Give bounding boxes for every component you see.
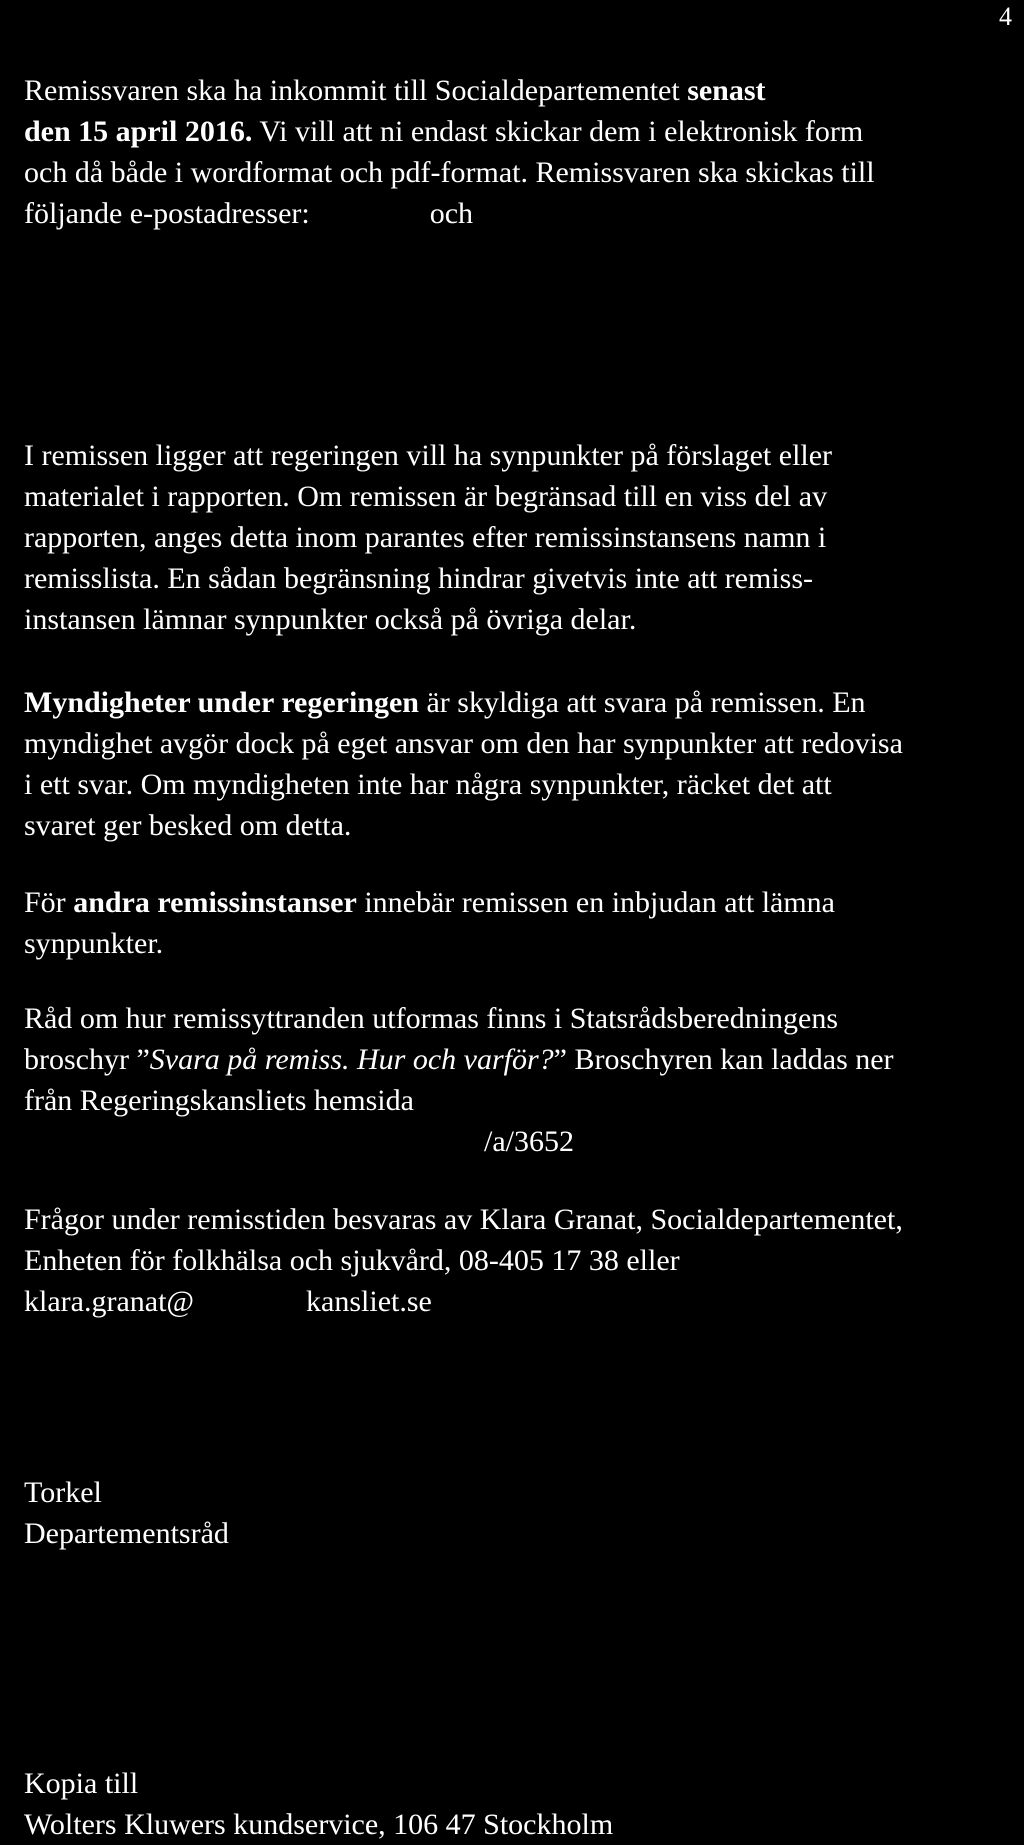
page-number: 4 (999, 2, 1012, 31)
others-line-2: synpunkter. (24, 927, 164, 960)
advice-line-4: /a/3652 (484, 1125, 574, 1158)
deadline-senast: senast (687, 74, 766, 107)
advice-line-1: Råd om hur remissyttranden utformas finns i Statsrådsberedningens (24, 1002, 839, 1035)
others-line-1: För andra remissinstanser innebär remissen en inbjudan att lämna (24, 886, 835, 919)
scope-line-1: I remissen ligger att regeringen vill ha synpunkter på förslaget eller (24, 439, 833, 472)
questions-line-2: Enheten för folkhälsa och sjukvård, 08-405 17 38 eller (24, 1244, 680, 1277)
authorities-line-3: i ett svar. Om myndigheten inte har några synpunkter, räcket det att (24, 768, 832, 801)
questions-line-1: Frågor under remisstiden besvaras av Klara Granat, Socialdepartementet, (24, 1203, 903, 1236)
scope-line-5: instansen lämnar synpunkter också på övriga delar. (24, 603, 637, 636)
brochure-title: Svara på remiss. Hur och varför? (149, 1043, 554, 1076)
questions-line-3: klara.granat@ kansliet.se (24, 1285, 432, 1318)
signature-title: Departementsråd (24, 1517, 229, 1550)
advice-paragraph (24, 998, 1014, 1162)
copy-block (24, 1763, 1014, 1845)
copy-label: Kopia till (24, 1767, 139, 1800)
deadline-paragraph (24, 70, 1014, 234)
questions-paragraph (24, 1199, 1014, 1322)
authorities-heading: Myndigheter under regeringen (24, 686, 419, 719)
deadline-line-3: och då både i wordformat och pdf-format. Remissvaren ska skickas till (24, 156, 875, 189)
scope-paragraph (24, 435, 1014, 640)
signature-block (24, 1472, 1014, 1554)
authorities-line-2: myndighet avgör dock på eget ansvar om den har synpunkter att redovisa (24, 727, 903, 760)
others-heading: andra remissinstanser (73, 886, 357, 919)
authorities-line-4: svaret ger besked om detta. (24, 809, 352, 842)
scope-line-2: materialet i rapporten. Om remissen är begränsad till en viss del av (24, 480, 828, 513)
deadline-date: den 15 april 2016. (24, 115, 253, 148)
copy-recipient: Wolters Kluwers kundservice, 106 47 Stockholm (24, 1808, 614, 1841)
authorities-paragraph (24, 682, 1014, 846)
others-paragraph (24, 882, 1014, 964)
signature-name: Torkel (24, 1476, 102, 1509)
scope-line-3: rapporten, anges detta inom parantes efter remissinstansens namn i (24, 521, 827, 554)
authorities-line-1: Myndigheter under regeringen är skyldiga att svara på remissen. En (24, 686, 866, 719)
advice-line-2: broschyr ”Svara på remiss. Hur och varför?” Broschyren kan laddas ner (24, 1043, 894, 1076)
deadline-line-1: Remissvaren ska ha inkommit till Socialdepartementet senast (24, 74, 766, 107)
deadline-line-4: följande e-postadresser: och (24, 197, 474, 230)
deadline-line-2: den 15 april 2016. Vi vill att ni endast skickar dem i elektronisk form (24, 115, 864, 148)
advice-line-3: från Regeringskansliets hemsida (24, 1084, 414, 1117)
scope-line-4: remisslista. En sådan begränsning hindrar givetvis inte att remiss- (24, 562, 813, 595)
